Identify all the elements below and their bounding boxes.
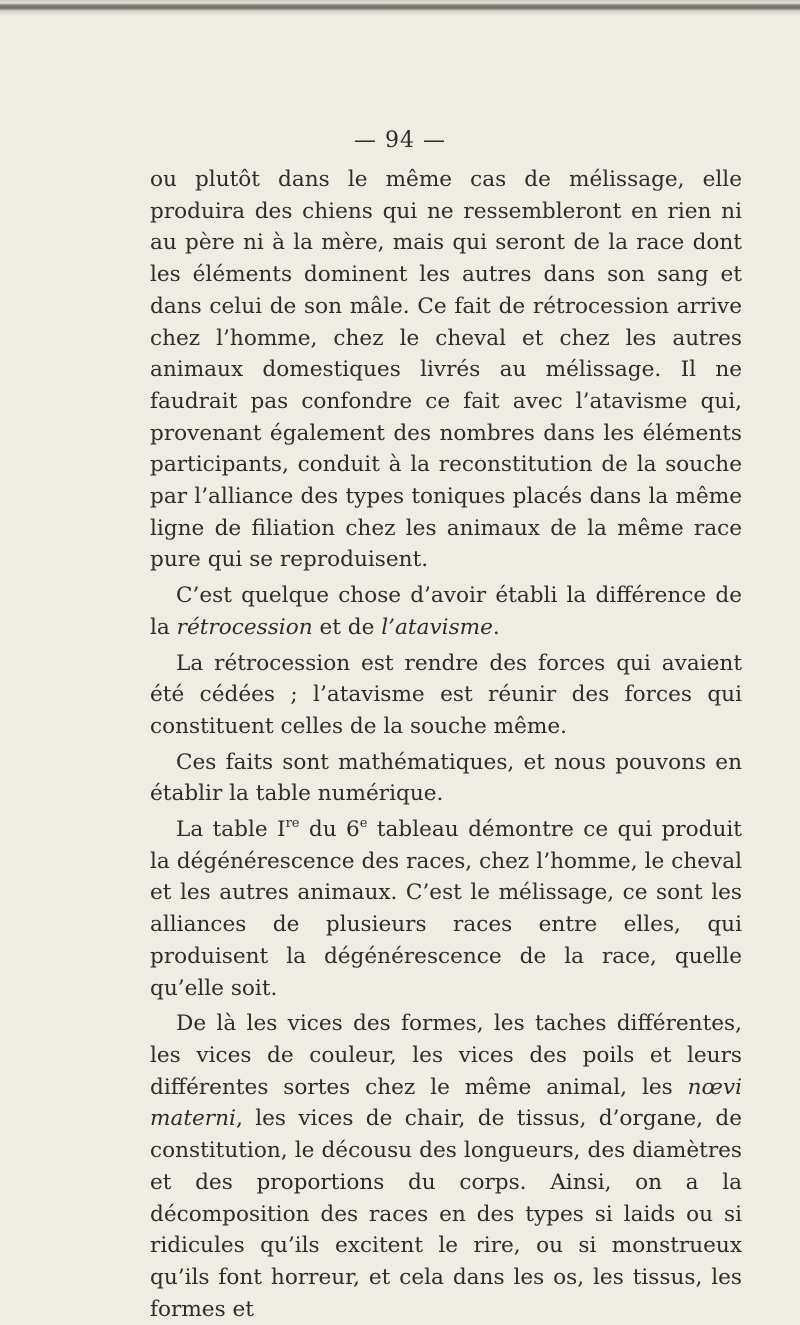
- text-segment: tableau démontre ce qui produit la dégénérescence des races, chez l’homme, le cheval et les autres animaux. C’est le mélissage, ce sont les alliances de plusieurs races entre elles, qui produisent la dégénérescence de la race, quelle qu’elle soit.: [150, 817, 742, 1001]
- italic-term-naevi-materni: nœvi materni: [150, 1074, 742, 1132]
- paragraph-vices: [150, 1008, 742, 1325]
- text-segment: La table I: [176, 817, 286, 843]
- text-segment: De là les vices des formes, les taches différentes, les vices de couleur, les vices des poils et leurs différentes sortes chez le même animal, les: [150, 1011, 742, 1100]
- text-segment: ou plutôt dans le même cas de mélissage, elle produira des chiens qui ne ressembleront en rien ni au père ni à la mère, mais qui seront de la race dont les éléments dominent les autres dans son sang et dans celui de son mâle. Ce fait de rétrocession arrive chez l’homme, chez le cheval et chez les autres animaux domestiques livrés au mélissage. Il ne faudrait pas confondre ce fait avec l’atavisme qui, provenant également des nombres dans les éléments participants, conduit à la reconstitution de la souche par l’alliance des types toniques placés dans la même ligne de filiation chez les animaux de la même race pure qui se reproduisent.: [150, 167, 742, 573]
- italic-term-atavisme: l’atavisme: [381, 614, 493, 640]
- paragraph-difference: [150, 580, 742, 643]
- paragraph-table: [150, 814, 742, 1004]
- text-segment: La rétrocession est rendre des forces qui avaient été cédées ; l’atavisme est réunir des forces qui constituent celles de la souche même.: [150, 650, 742, 739]
- top-edge-rule: [0, 0, 800, 16]
- text-segment: Ces faits sont mathématiques, et nous pouvons en établir la table numérique.: [150, 749, 742, 807]
- body-text: [150, 164, 742, 1325]
- text-segment: et de: [312, 614, 382, 640]
- superscript: e: [359, 816, 368, 832]
- paragraph-definitions: [150, 648, 742, 743]
- text-segment: du 6: [299, 817, 360, 843]
- superscript: re: [285, 816, 300, 832]
- paragraph-continuation: [150, 164, 742, 576]
- paragraph-mathematical: [150, 747, 742, 810]
- text-segment: , les vices de chair, de tissus, d’organe, de constitution, le décousu des longueurs, des diamètres et des proportions du corps. Ainsi, on a la décomposition des races en des types si laids ou si ridicules qu’ils excitent le rire, ou si monstrueux qu’ils font horreur, et cela dans les os, les tissus, les formes et: [150, 1106, 742, 1322]
- italic-term-retrocession: rétrocession: [176, 614, 313, 640]
- page-number: — 94 —: [354, 128, 446, 153]
- text-segment: .: [492, 614, 500, 640]
- text-segment: C’est quelque chose d’avoir établi la différence de la: [150, 583, 742, 640]
